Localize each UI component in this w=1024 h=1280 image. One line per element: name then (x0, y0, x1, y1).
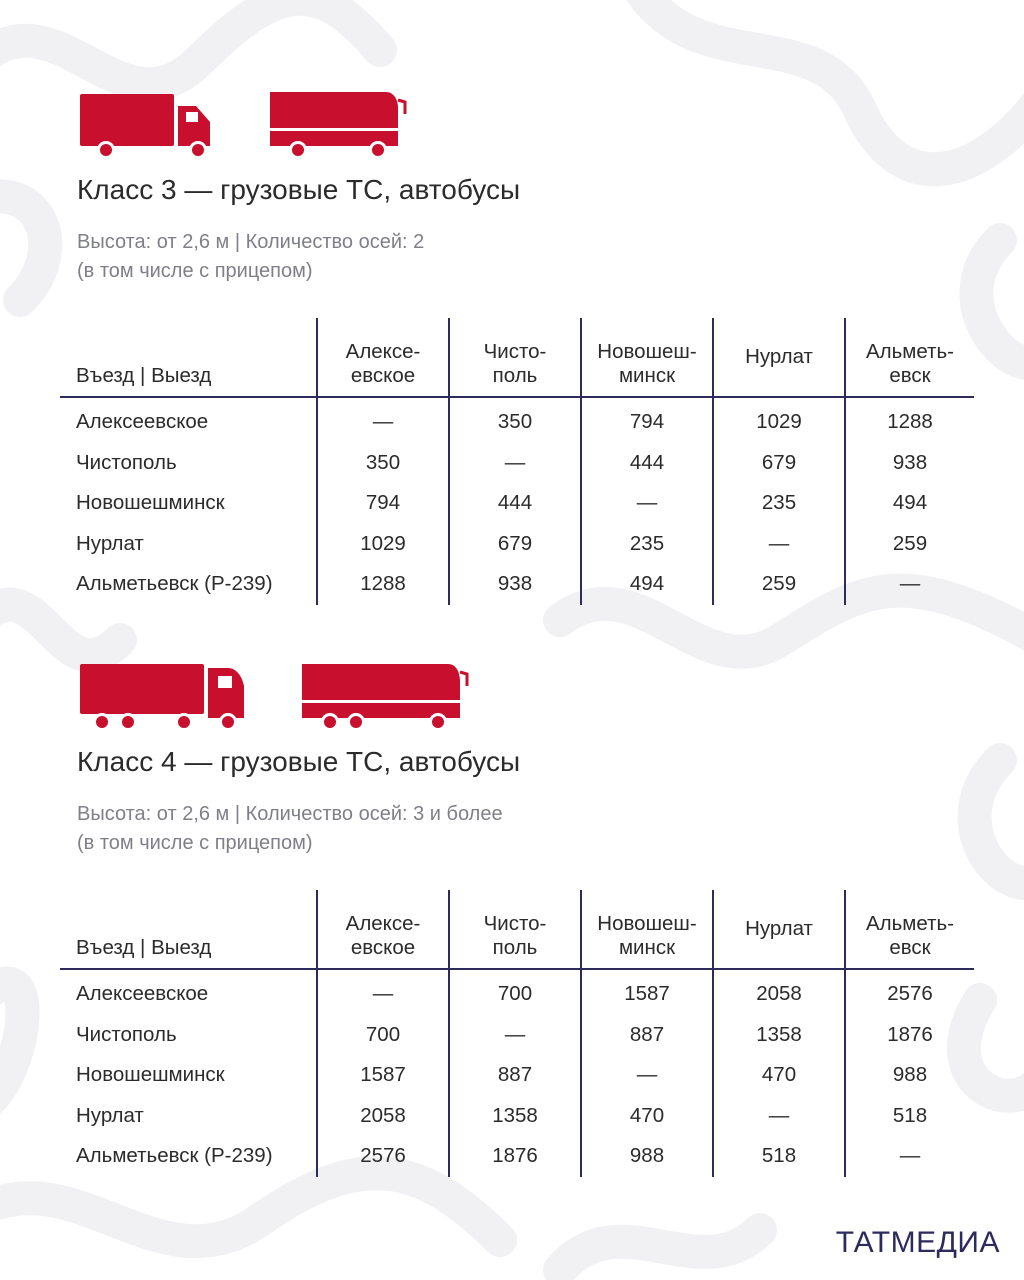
table-cell: 1288 (317, 564, 449, 605)
column-header: Нурлат (713, 318, 845, 397)
section-title: Класс 3 — грузовые ТС, автобусы (77, 174, 521, 205)
table-cell: 444 (449, 483, 581, 524)
table-cell: — (581, 483, 713, 524)
table-cell: — (581, 1055, 713, 1096)
row-label: Альметьевск (Р-239) (76, 572, 273, 596)
table-cell: — (449, 443, 581, 484)
table-cell: 938 (845, 443, 974, 484)
column-header: Чисто- поль (449, 318, 581, 397)
table-row (60, 1136, 974, 1177)
vehicle-criteria (77, 228, 424, 286)
row-label: Алексеевское (76, 982, 209, 1006)
row-label: Новошешминск (76, 1063, 225, 1087)
table-row (60, 483, 974, 524)
row-label: Новошешминск (76, 491, 225, 515)
row-label: Нурлат (76, 1103, 144, 1127)
table-cell: 518 (713, 1136, 845, 1177)
table-cell: 794 (581, 397, 713, 443)
toll-table (60, 890, 974, 1177)
column-header: Новошеш- минск (581, 890, 713, 969)
table-cell: 1029 (317, 524, 449, 565)
table-cell: 1029 (713, 397, 845, 443)
table-cell: 494 (581, 564, 713, 605)
table-row (60, 524, 974, 565)
table-cell: 1587 (581, 969, 713, 1015)
table-cell: 259 (713, 564, 845, 605)
column-header: Альметь- евск (845, 318, 974, 397)
table-cell: 1358 (449, 1096, 581, 1137)
section-title: Класс 4 — грузовые ТС, автобусы (77, 746, 521, 777)
table-cell: — (317, 397, 449, 443)
table-cell: 1876 (845, 1015, 974, 1056)
table-row (60, 969, 974, 1015)
table-cell: 1587 (317, 1055, 449, 1096)
table-cell: 887 (581, 1015, 713, 1056)
row-label: Алексеевское (76, 410, 209, 434)
table-cell: 2576 (317, 1136, 449, 1177)
criteria-line: Высота: от 2,6 м | Количество осей: 2 (77, 231, 425, 253)
row-label: Альметьевск (Р-239) (76, 1144, 273, 1168)
criteria-line: Высота: от 2,6 м | Количество осей: 3 и более (77, 803, 503, 825)
table-cell: 2058 (317, 1096, 449, 1137)
table-cell: 494 (845, 483, 974, 524)
table-corner-label: Въезд | Выезд (76, 936, 212, 959)
table-cell: 988 (845, 1055, 974, 1096)
table-cell: 1358 (713, 1015, 845, 1056)
table-header-row (60, 890, 974, 969)
table-row (60, 1055, 974, 1096)
table-cell: 679 (713, 443, 845, 484)
table-header-row (60, 318, 974, 397)
column-header: Алексе- евское (317, 318, 449, 397)
row-label: Чистополь (76, 450, 177, 474)
table-cell: 350 (449, 397, 581, 443)
vehicle-criteria (77, 800, 503, 858)
table-cell: 259 (845, 524, 974, 565)
table-cell: 470 (581, 1096, 713, 1137)
row-label: Чистополь (76, 1022, 177, 1046)
bus-icon (268, 88, 408, 164)
table-cell: 2576 (845, 969, 974, 1015)
table-cell: 444 (581, 443, 713, 484)
column-header: Альметь- евск (845, 890, 974, 969)
table-cell: 988 (581, 1136, 713, 1177)
table-corner-label: Въезд | Выезд (76, 364, 212, 387)
toll-table (60, 318, 974, 605)
criteria-note: (в том числе с прицепом) (77, 832, 313, 854)
table-row (60, 443, 974, 484)
table-row (60, 1096, 974, 1137)
criteria-note: (в том числе с прицепом) (77, 260, 313, 282)
table-cell: 1876 (449, 1136, 581, 1177)
row-label: Нурлат (76, 531, 144, 555)
table-cell: 700 (449, 969, 581, 1015)
column-header: Нурлат (713, 890, 845, 969)
table-cell: 350 (317, 443, 449, 484)
brand-logo: ТАТМЕДИА (835, 1226, 1000, 1259)
semi-truck-icon (78, 660, 248, 736)
table-cell: — (713, 524, 845, 565)
table-cell: 470 (713, 1055, 845, 1096)
table-cell: 679 (449, 524, 581, 565)
table-cell: — (845, 1136, 974, 1177)
table-cell: 235 (581, 524, 713, 565)
table-cell: — (845, 564, 974, 605)
table-cell: — (713, 1096, 845, 1137)
column-header: Чисто- поль (449, 890, 581, 969)
table-row (60, 1015, 974, 1056)
column-header: Алексе- евское (317, 890, 449, 969)
table-cell: 887 (449, 1055, 581, 1096)
column-header: Новошеш- минск (581, 318, 713, 397)
table-cell: — (317, 969, 449, 1015)
table-cell: — (449, 1015, 581, 1056)
table-cell: 518 (845, 1096, 974, 1137)
table-cell: 938 (449, 564, 581, 605)
table-cell: 700 (317, 1015, 449, 1056)
table-row (60, 564, 974, 605)
table-cell: 2058 (713, 969, 845, 1015)
table-cell: 794 (317, 483, 449, 524)
table-cell: 235 (713, 483, 845, 524)
coach-bus-icon (300, 660, 470, 736)
table-row (60, 397, 974, 443)
table-cell: 1288 (845, 397, 974, 443)
truck-icon (78, 88, 218, 164)
